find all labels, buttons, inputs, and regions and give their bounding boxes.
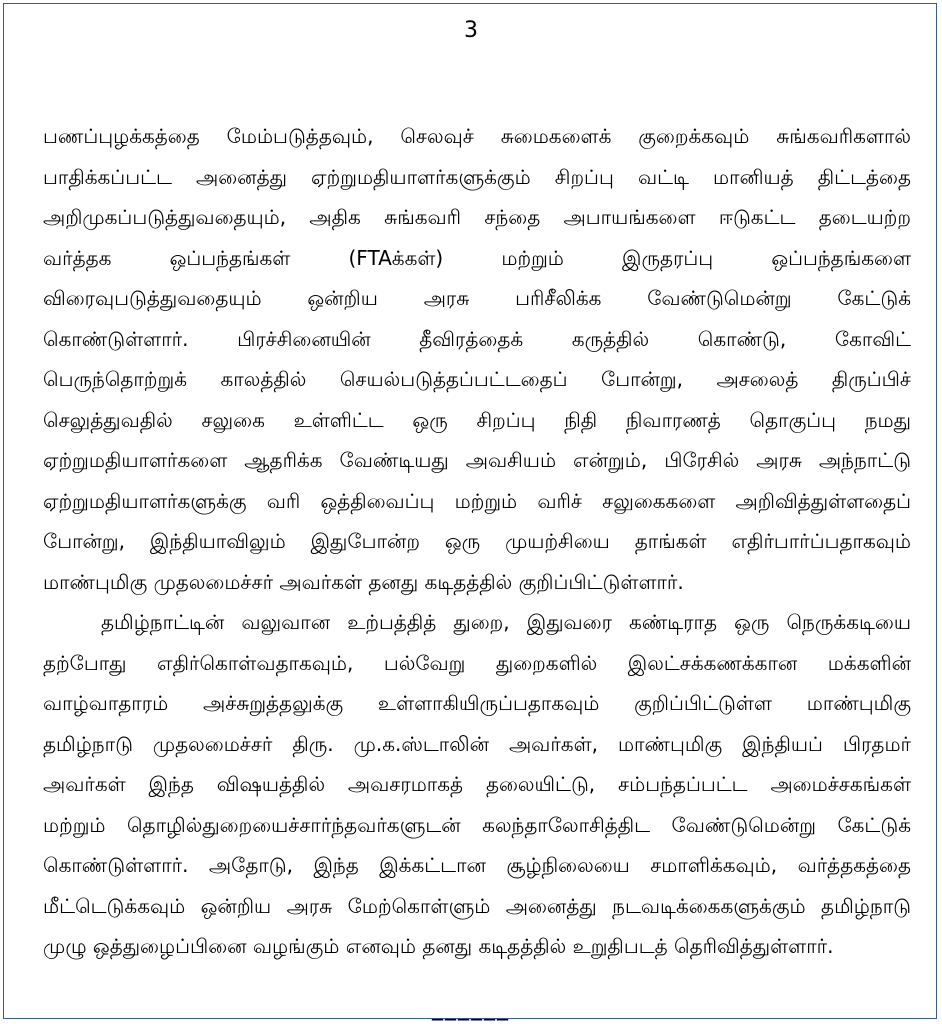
- text-line: மற்றும் தொழில்துறையைச்சார்ந்தவர்களுடன் கலந்தாலோசித்திட வேண்டுமென்று கேட்டுக்: [43, 812, 911, 837]
- text-line: கொண்டுள்ளார். அதோடு, இந்த இக்கட்டான சூழ்நிலையை சமாளிக்கவும், வர்த்தகத்தை: [43, 853, 911, 877]
- text-line: விரைவுபடுத்துவதையும் ஒன்றிய அரசு பரிசீலிக்க வேண்டுமென்று கேட்டுக்: [43, 286, 911, 310]
- text-line: தமிழ்நாட்டின் வலுவான உற்பத்தித் துறை, இதுவரை கண்டிராத ஒரு நெருக்கடியை: [101, 610, 911, 634]
- paragraph-1: [43, 116, 911, 602]
- text-line: பாதிக்கப்பட்ட அனைத்து ஏற்றுமதியாளர்களுக்கும் சிறப்பு வட்டி மானியத் திட்டத்தை: [43, 164, 911, 189]
- text-line: மீட்டெடுக்கவும் ஒன்றிய அரசு மேற்கொள்ளும் அனைத்து நடவடிக்கைகளுக்கும் தமிழ்நாடு: [43, 893, 911, 918]
- paragraph-2: [43, 602, 911, 967]
- text-line: வர்த்தக ஒப்பந்தங்கள் (FTAக்கள்) மற்றும் இருதரப்பு ஒப்பந்தங்களை: [43, 245, 911, 270]
- text-line: ஏற்றுமதியாளர்களுக்கு வரி ஒத்திவைப்பு மற்றும் வரிச் சலுகைகளை அறிவித்துள்ளதைப்: [43, 488, 911, 513]
- text-line: தமிழ்நாடு முதலமைச்சர் திரு. மு.க.ஸ்டாலின் அவர்கள், மாண்புமிகு இந்தியப் பிரதமர்: [43, 731, 911, 756]
- text-line: செலுத்துவதில் சலுகை உள்ளிட்ட ஒரு சிறப்பு நிதி நிவாரணத் தொகுப்பு நமது: [43, 407, 911, 432]
- text-line: வாழ்வாதாரம் அச்சுறுத்தலுக்கு உள்ளாகியிருப்பதாகவும் குறிப்பிட்டுள்ள மாண்புமிகு: [43, 691, 911, 715]
- text-line: பெருந்தொற்றுக் காலத்தில் செயல்படுத்தப்பட்டதைப் போன்று, அசலைத் திருப்பிச்: [43, 367, 911, 391]
- text-line: கொண்டுள்ளார். பிரச்சினையின் தீவிரத்தைக் கருத்தில் கொண்டு, கோவிட்: [43, 326, 911, 351]
- text-line: மாண்புமிகு முதலமைச்சர் அவர்கள் தனது கடிதத்தில் குறிப்பிட்டுள்ளார்.: [43, 569, 684, 594]
- document-body: [43, 116, 911, 967]
- text-line: போன்று, இந்தியாவிலும் இதுபோன்ற ஒரு முயற்சியை தாங்கள் எதிர்பார்ப்பதாகவும்: [43, 529, 911, 553]
- text-line: அறிமுகப்படுத்துவதையும், அதிக சுங்கவரி சந்தை அபாயங்களை ஈடுகட்ட தடையற்ற: [43, 205, 911, 229]
- text-line: அவர்கள் இந்த விஷயத்தில் அவசரமாகத் தலையிட்டு, சம்பந்தப்பட்ட அமைச்சகங்கள்: [43, 772, 911, 796]
- end-marker: ______: [432, 996, 510, 1021]
- text-line: பணப்புழக்கத்தை மேம்படுத்தவும், செலவுச் சுமைகளைக் குறைக்கவும் சுங்கவரிகளால்: [43, 124, 911, 148]
- text-line: முழு ஒத்துழைப்பினை வழங்கும் எனவும் தனது கடிதத்தில் உறுதிபடத் தெரிவித்துள்ளார்.: [43, 934, 834, 958]
- text-line: ஏற்றுமதியாளர்களை ஆதரிக்க வேண்டியது அவசியம் என்றும், பிரேசில் அரசு அந்நாட்டு: [43, 448, 912, 472]
- text-line: தற்போது எதிர்கொள்வதாகவும், பல்வேறு துறைகளில் இலட்சக்கணக்கான மக்களின்: [43, 650, 911, 675]
- page-number: 3: [464, 18, 478, 43]
